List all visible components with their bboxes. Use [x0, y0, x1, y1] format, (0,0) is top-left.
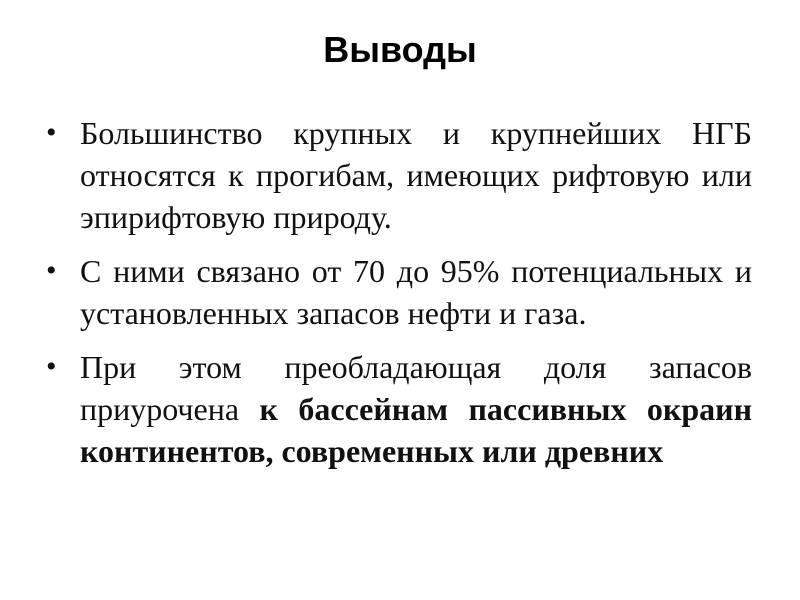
bullet-marker: •: [46, 350, 57, 383]
bullet-text-emphasis: к бассейнам пассивных окраин континентов, современных или древних: [80, 391, 752, 469]
slide-title: Выводы: [323, 29, 477, 70]
bullet-text: С ними связано от 70 до 95% потенциальных и установленных запасов нефти и газа.: [80, 253, 752, 331]
bullet-marker: •: [46, 116, 57, 149]
bullet-marker: •: [46, 254, 57, 287]
bullet-item-1: [42, 112, 752, 238]
bullet-text: При этом преобладающая доля запасов приурочена: [80, 349, 752, 427]
bullet-item-2: [42, 250, 752, 334]
bullet-list: [42, 112, 752, 484]
bullet-item-3: [42, 346, 752, 472]
bullet-text: Большинство крупных и крупнейших НГБ относятся к прогибам, имеющих рифтовую или эпирифтовую природу.: [80, 115, 752, 235]
